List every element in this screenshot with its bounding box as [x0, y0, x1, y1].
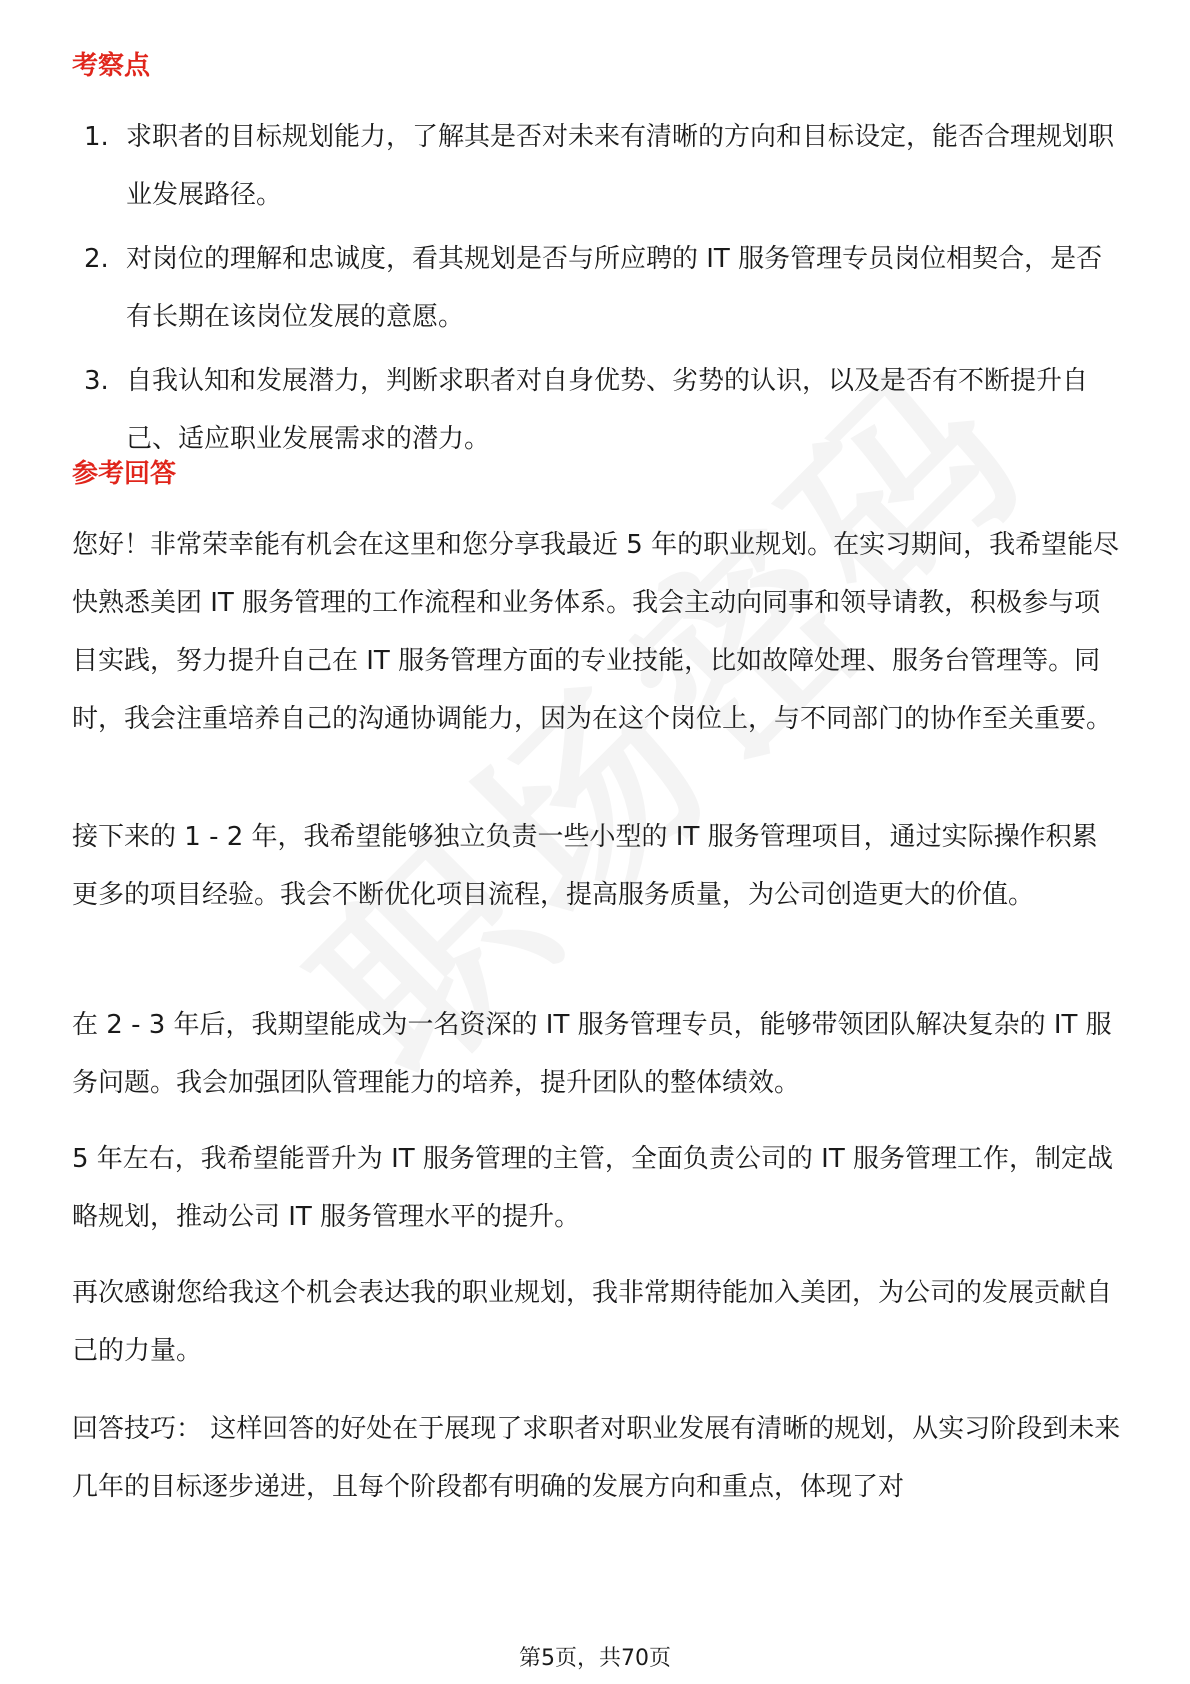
answer-paragraph-2-3-years: 在 2 - 3 年后，我期望能成为一名资深的 IT 服务管理专员，能够带领团队解决复杂的 IT 服务问题。我会加强团队管理能力的培养，提升团队的整体绩效。	[72, 1010, 1112, 1098]
list-item	[84, 230, 1124, 346]
list-number: 2.	[84, 244, 109, 274]
list-item-text: 求职者的目标规划能力，了解其是否对未来有清晰的方向和目标设定，能否合理规划职业发展路径。	[126, 122, 1115, 210]
answer-tips-paragraph: 回答技巧： 这样回答的好处在于展现了求职者对职业发展有清晰的规划，从实习阶段到未来几年的目标逐步递进，且每个阶段都有明确的发展方向和重点，体现了对	[72, 1414, 1121, 1502]
page-number-footer: 第5页，共70页	[519, 1646, 671, 1671]
answer-paragraph-thanks: 再次感谢您给我这个机会表达我的职业规划，我非常期待能加入美团，为公司的发展贡献自己的力量。	[72, 1278, 1113, 1366]
answer-paragraph-5-years: 5 年左右，我希望能晋升为 IT 服务管理的主管，全面负责公司的 IT 服务管理工作，制定战略规划，推动公司 IT 服务管理水平的提升。	[72, 1144, 1113, 1232]
list-item	[84, 352, 1124, 468]
assessment-list	[84, 108, 1124, 474]
answer-paragraph-1-2-years: 接下来的 1 - 2 年，我希望能够独立负责一些小型的 IT 服务管理项目，通过实际操作积累更多的项目经验。我会不断优化项目流程，提高服务质量，为公司创造更大的价值。	[72, 822, 1098, 910]
list-number: 3.	[84, 366, 109, 396]
list-item-text: 对岗位的理解和忠诚度，看其规划是否与所应聘的 IT 服务管理专员岗位相契合，是否有长期在该岗位发展的意愿。	[126, 244, 1103, 332]
list-item	[84, 108, 1124, 224]
section-title-assessment: 考察点	[72, 51, 151, 81]
answer-paragraph-intro: 您好！非常荣幸能有机会在这里和您分享我最近 5 年的职业规划。在实习期间，我希望能尽快熟悉美团 IT 服务管理的工作流程和业务体系。我会主动向同事和领导请教，积极参与项目实践，努力提升自己在 IT 服务管理方面的专业技能，比如故障处理、服务台管理等。同时，我会注重培养自己的沟通协调能力，因为在这个岗位上，与不同部门的协作至关重要。	[72, 530, 1120, 734]
list-number: 1.	[84, 122, 109, 152]
section-title-reference-answer: 参考回答	[72, 459, 177, 489]
list-item-text: 自我认知和发展潜力，判断求职者对自身优势、劣势的认识，以及是否有不断提升自己、适应职业发展需求的潜力。	[126, 366, 1089, 454]
